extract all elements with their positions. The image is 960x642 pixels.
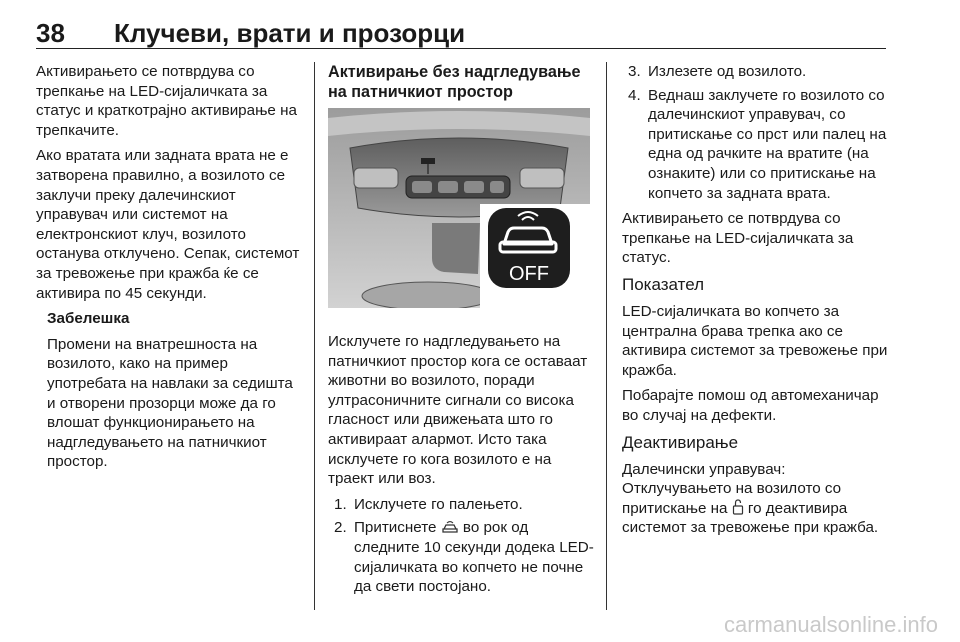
step-text: Излезете од возилото. [648,63,807,80]
steps-list-first [328,495,596,597]
door-not-closed-paragraph: Ако вратата или задната врата не е затворена правилно, а возилото се заклучи преку далечинскиот управувач или системот на електронскиот клуч, возилото останува отклучено. Сепак, системот за тревожење при кражба ќе се активира по 45 секунди. [36,147,300,302]
off-button-label: OFF [509,263,549,285]
step-number: 3. [628,63,641,80]
step-text: Веднаш заклучете го возилото со далечинскиот управувач, со притискање со прст или палец на една од рачките на вратите (на ознаките) или со притискање на копчето за задната врата. [648,86,887,202]
activation-confirm-led-paragraph: Активирањето се потврдува со трепкање на LED-сијаличката за статус. [622,210,854,267]
deactivation-text-before-icon: Отклучувањето на возилото со притискање на [622,480,842,517]
deactivation-paragraph [622,479,892,538]
deactivation-remote-label: Далечински управувач: [622,460,786,478]
column-divider [314,62,315,610]
page-title: Клучеви, врати и прозорци [114,18,466,48]
column-right [622,62,892,544]
section-heading-activation-without-monitoring: Активирање без надгледување на патничкиот простор [328,63,581,101]
step-text: Исклучете го палењето. [354,495,523,513]
list-item [328,495,596,515]
deactivation-text-after-icon: го деактивира системот за тревожење при кражба. [622,499,879,537]
steps-list-second [622,62,892,203]
car-alarm-icon [441,520,459,534]
list-item [622,62,892,82]
page-header [36,14,886,49]
column-left [36,62,300,478]
list-item [622,86,892,204]
step-number: 1. [334,495,347,513]
step-text-after-icon: во рок од следните 10 секунди додека LED-сијаличката во копчето не почне да свети постојано. [354,519,594,596]
activation-confirm-paragraph: Активирањето се потврдува со трепкање на LED-сијаличката за статус и краткотрајно активирање на трепкачите. [36,63,297,139]
unlock-icon [732,499,744,515]
section-heading-deactivation: Деактивирање [622,432,739,452]
step-number: 2. [334,519,347,537]
overhead-console-photo [328,108,590,308]
note-text: Промени на внатрешноста на возилото, како на пример употребата на навлаки за седишта и отворени прозорци може да го влошат функционирањето на надгледувањето на патничкиот простор. [47,335,293,471]
indicator-paragraph-1: LED-сијаличката во копчето за централна брава трепка ако се активира системот за тревожење при кражба. [622,302,888,379]
section-heading-indicator: Показател [622,274,705,294]
step-text-before-icon: Притиснете [354,519,437,537]
step-number: 4. [628,86,641,104]
column-middle [328,62,596,603]
note-box [36,309,300,472]
indicator-paragraph-2: Побарајте помош од автомеханичар во случај на дефекти. [622,387,879,424]
note-title: Забелешка [47,310,130,328]
list-item [328,518,596,596]
watermark: carmanualsonline.info [723,612,938,637]
column-divider [606,62,607,610]
page-number: 38 [36,18,65,48]
disable-monitoring-paragraph: Исклучете го надгледувањето на патничкиот простор кога се оставаат животни во возилото, поради ултрасоничните сигнали со висока гласност или движењата што го активираат алармот. Исто така исклучете го кога возилото е на траект или воз. [328,333,588,488]
